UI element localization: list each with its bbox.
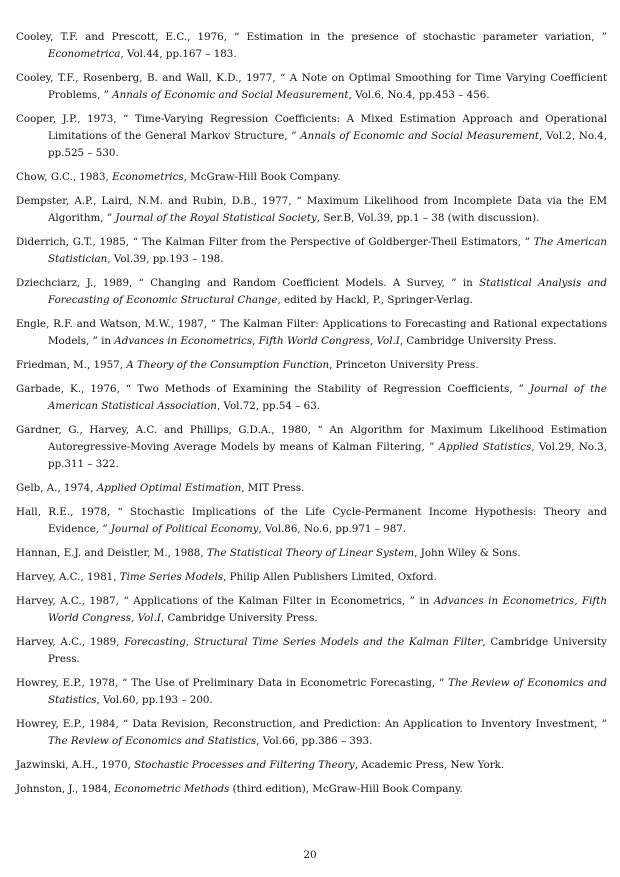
reference-source-title: Statistical Analysis and Forecasting of Economic Structural Change [48,277,607,306]
reference-entry: Dziechciarz, J., 1989, “ Changing and Random Coefficient Models. A Survey, ” in Statistical Analysis and Forecasting of Economic Structural Change, edited by Hackl, P., Springer-Verlag. [16,277,607,306]
reference-entry: Cooper, J.P., 1973, “ Time-Varying Regression Coefficients: A Mixed Estimation Approach and Operational Limitations of the General Markov Structure, ” Annals of Economic and Social Measurement, Vol.2, No.4, pp.525 – 530. [16,113,607,159]
reference-source-title: Applied Optimal Estimation [96,482,242,494]
reference-entry: Jazwinski, A.H., 1970, Stochastic Processes and Filtering Theory, Academic Press, New York. [16,759,505,772]
reference-source-title: The Statistical Theory of Linear System [206,547,415,560]
reference-source-title: Econometrica [48,47,121,60]
reference-source-title: Advances in Econometrics, Fifth World Congress, Vol.I [114,334,400,347]
reference-source-title: Forecasting, Structural Time Series Models and the Kalman Filter [124,636,483,649]
reference-source-title: Econometric Methods [114,783,230,796]
reference-source-title: Journal of Political Economy [110,523,259,535]
reference-entry: Cooley, T.F. and Prescott, E.C., 1976, “ Estimation in the presence of stochastic parameter variation, ” Econometrica, Vol.44, pp.167 – 183. [16,31,607,60]
reference-entry: Hall, R.E., 1978, “ Stochastic Implications of the Life Cycle-Permanent Income Hypothesis: Theory and Evidence, ” Journal of Political Economy, Vol.86, No.6, pp.971 – 987. [16,506,607,535]
reference-entry: Gardner, G., Harvey, A.C. and Phillips, G.D.A., 1980, “ An Algorithm for Maximum Likelihood Estimation Autoregressive-Moving Average Models by means of Kalman Filtering, ” Applied Statistics, Vol.29, No.3, pp.311 – 322. [16,424,607,470]
reference-entry: Howrey, E.P., 1984, “ Data Revision, Reconstruction, and Prediction: An Application to Inventory Investment, ” The Review of Economics and Statistics, Vol.66, pp.386 – 393. [16,718,607,748]
reference-source-title: Applied Statistics [438,441,532,453]
reference-list [16,29,607,805]
reference-entry: Chow, G.C., 1983, Econometrics, McGraw-Hill Book Company. [16,170,341,183]
reference-entry: Garbade, K., 1976, “ Two Methods of Examining the Stability of Regression Coefficients, ” Journal of the American Statistical Association, Vol.72, pp.54 – 63. [16,383,607,412]
reference-source-title: A Theory of the Consumption Function [126,359,330,371]
reference-source-title: The Review of Economics and Statistics [48,735,257,748]
reference-source-title: Stochastic Processes and Filtering Theory [134,759,355,772]
reference-entry: Friedman, M., 1957, A Theory of the Consumption Function, Princeton University Press. [16,359,479,371]
reference-entry: Harvey, A.C., 1989, Forecasting, Structural Time Series Models and the Kalman Filter, Cambridge University Press. [16,636,607,666]
reference-source-title: Time Series Models [119,571,224,584]
reference-source-title: Journal of the Royal Statistical Society [115,211,317,224]
reference-entry: Hannan, E.J. and Deistler, M., 1988, The Statistical Theory of Linear System, John Wiley & Sons. [16,547,521,560]
reference-entry: Johnston, J., 1984, Econometric Methods (third edition), McGraw-Hill Book Company. [16,783,463,796]
reference-entry: Engle, R.F. and Watson, M.W., 1987, “ The Kalman Filter: Applications to Forecasting and Rational expectations Models, ” in Advances in Econometrics, Fifth World Congress, Vol.I, Cambridge University Press. [16,318,607,347]
page-number: 20 [303,849,317,861]
reference-entry: Cooley, T.F., Rosenberg, B. and Wall, K.D., 1977, “ A Note on Optimal Smoothing for Time Varying Coefficient Problems, ” Annals of Economic and Social Measurement, Vol.6, No.4, pp.453 – 456. [16,72,607,101]
reference-source-title: Annals of Economic and Social Measurement [300,129,540,142]
reference-source-title: Journal of the American Statistical Association [48,383,607,412]
reference-entry: Harvey, A.C., 1981, Time Series Models, Philip Allen Publishers Limited, Oxford. [16,571,437,584]
reference-source-title: Advances in Econometrics, Fifth World Congress, Vol.I [48,595,607,625]
reference-source-title: Econometrics [112,170,184,183]
reference-entry: Diderrich, G.T., 1985, “ The Kalman Filter from the Perspective of Goldberger-Theil Estimators, ” The American Statistician, Vol.39, pp.193 – 198. [16,236,607,265]
reference-entry: Dempster, A.P., Laird, N.M. and Rubin, D.B., 1977, “ Maximum Likelihood from Incomplete Data via the EM Algorithm, ” Journal of the Royal Statistical Society, Ser.B, Vol.39, pp.1 – 38 (with discussion). [16,195,607,224]
reference-entry: Gelb, A., 1974, Applied Optimal Estimation, MIT Press. [16,482,305,494]
reference-source-title: The American Statistician [48,236,607,265]
reference-source-title: The Review of Economics and Statistics [48,677,607,707]
reference-entry: Howrey, E.P., 1978, “ The Use of Preliminary Data in Econometric Forecasting, ” The Review of Economics and Statistics, Vol.60, pp.193 – 200. [16,677,607,707]
reference-source-title: Annals of Economic and Social Measurement [112,88,349,101]
reference-entry: Harvey, A.C., 1987, “ Applications of the Kalman Filter in Econometrics, ” in Advances in Econometrics, Fifth World Congress, Vol.I, Cambridge University Press. [16,595,607,625]
